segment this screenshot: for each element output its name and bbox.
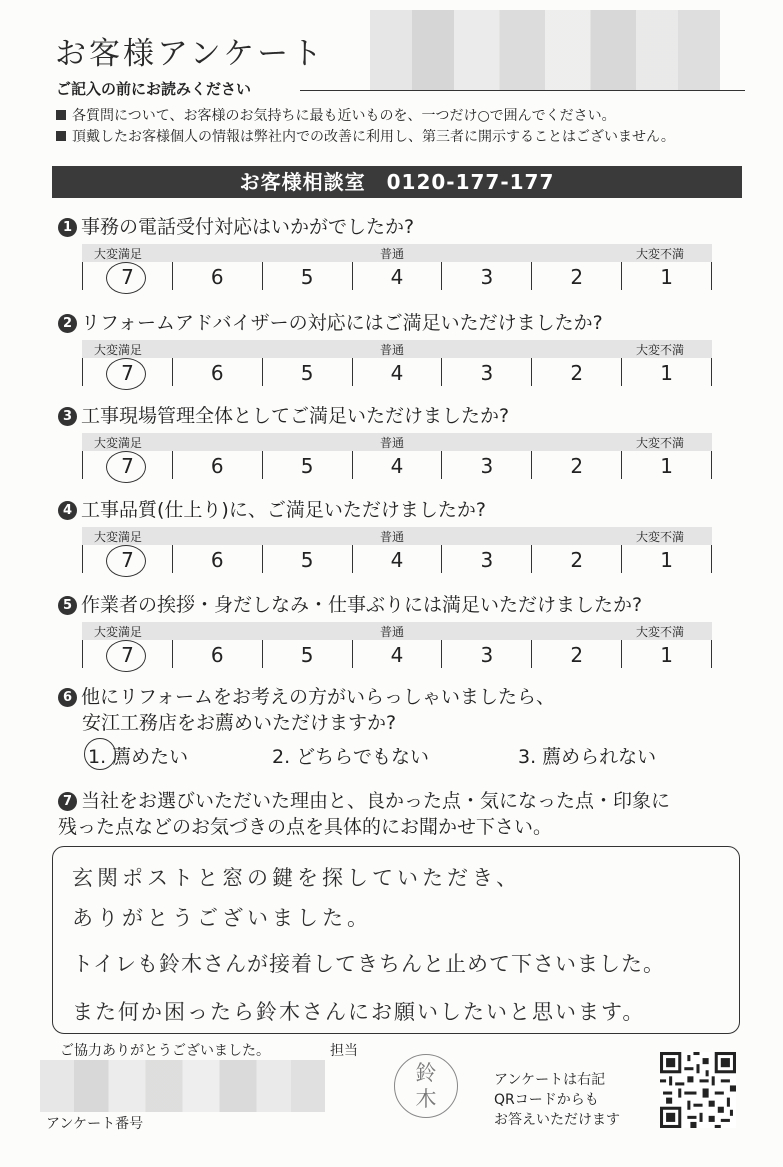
rating-value: 7: [121, 643, 134, 667]
seal-char-2: 木: [415, 1087, 437, 1111]
question-text: 作業者の挨拶・身だしなみ・仕事ぶりには満足いただけましたか?: [81, 594, 643, 616]
question-text: 当社をお選びいただいた理由と、良かった点・気になった点・印象に: [81, 790, 671, 812]
rating-value: 1: [660, 454, 673, 478]
rating-option[interactable]: [172, 451, 262, 479]
instruction-note: [56, 126, 675, 146]
rating-value: 7: [121, 548, 134, 572]
question-1: [58, 212, 414, 239]
scale-label-right: 大変不満: [636, 343, 685, 357]
scale-label-left: 大変満足: [94, 247, 143, 261]
q6-option-3[interactable]: 3. 薦められない: [518, 746, 657, 768]
scale-label-center: 普通: [380, 343, 405, 357]
staff-label: 担当: [330, 1043, 358, 1059]
rating-value: 7: [121, 454, 134, 478]
scale-label-right: 大変不満: [636, 530, 685, 544]
selected-circle: [106, 640, 146, 672]
question-number-badge: 2: [58, 314, 77, 333]
instructions-heading: ご記入の前にお読みください: [56, 80, 252, 98]
rating-option[interactable]: [82, 640, 172, 668]
question-number-badge: 4: [58, 501, 77, 520]
square-bullet-icon: [56, 110, 66, 120]
rating-option[interactable]: [82, 262, 172, 290]
question-text: 工事現場管理全体としてご満足いただけましたか?: [81, 405, 510, 427]
rating-option[interactable]: [441, 262, 531, 290]
staff-seal: [394, 1054, 458, 1118]
selected-circle: [106, 451, 146, 483]
rating-option[interactable]: [352, 358, 442, 386]
question-7: [58, 786, 670, 813]
question-number-badge: 3: [58, 407, 77, 426]
question-number-badge: 7: [58, 792, 77, 811]
question-text: 事務の電話受付対応はいかがでしたか?: [81, 216, 415, 238]
page-title: お客様アンケート: [55, 36, 326, 72]
rating-value: 2: [570, 361, 584, 385]
qr-note-line: お答えいただけます: [494, 1112, 620, 1128]
rating-option[interactable]: [172, 545, 262, 573]
rating-value: 2: [570, 454, 584, 478]
rating-value: 3: [480, 361, 494, 385]
comment-line: 玄関ポストと窓の鍵を探していただき、: [72, 866, 522, 890]
rating-option[interactable]: [621, 262, 712, 290]
rating-option[interactable]: [441, 640, 531, 668]
scale-label-left: 大変満足: [94, 436, 143, 450]
question-6-line2: 安江工務店をお薦めいただけますか?: [82, 712, 397, 734]
question-text: リフォームアドバイザーの対応にはご満足いただけましたか?: [81, 312, 603, 334]
scale-label-center: 普通: [380, 436, 405, 450]
comment-line: ありがとうございました。: [72, 906, 372, 930]
divider: [300, 90, 745, 91]
scale-options: [82, 545, 712, 573]
note-text: 各質問について、お客様のお気持ちに最も近いものを、一つだけ○で囲んでください。: [72, 108, 616, 124]
square-bullet-icon: [56, 131, 66, 141]
rating-value: 5: [300, 548, 314, 572]
instruction-note: [56, 105, 616, 125]
option-label: 1. 薦めたい: [88, 746, 189, 768]
rating-value: 5: [300, 454, 314, 478]
question-number-badge: 1: [58, 218, 77, 237]
question-5: [58, 590, 642, 617]
rating-option[interactable]: [82, 358, 172, 386]
question-number-badge: 6: [58, 688, 77, 707]
question-text: 他にリフォームをお考えの方がいらっしゃいましたら、: [81, 686, 556, 708]
rating-option[interactable]: [262, 358, 352, 386]
selected-circle: [106, 545, 146, 577]
question-2: [58, 308, 603, 335]
scale-options: [82, 358, 712, 386]
rating-option[interactable]: [262, 545, 352, 573]
scale-label-center: 普通: [380, 530, 405, 544]
qr-note-line: QRコードからも: [494, 1092, 599, 1108]
note-text: 頂戴したお客様個人の情報は弊社内での改善に利用し、第三者に開示することはございません。: [72, 129, 675, 145]
rating-option[interactable]: [172, 358, 262, 386]
rating-value: 3: [480, 265, 494, 289]
qr-note-line: アンケートは右記: [494, 1072, 606, 1088]
rating-option[interactable]: [172, 262, 262, 290]
rating-value: 4: [390, 643, 404, 667]
rating-value: 3: [480, 643, 494, 667]
scale-label-right: 大変不満: [636, 247, 685, 261]
rating-option[interactable]: [441, 451, 531, 479]
rating-value: 1: [660, 548, 673, 572]
rating-value: 6: [210, 361, 224, 385]
rating-value: 5: [300, 265, 314, 289]
rating-value: 4: [390, 454, 404, 478]
rating-value: 2: [570, 265, 584, 289]
q6-option-2[interactable]: 2. どちらでもない: [272, 746, 429, 768]
rating-value: 4: [390, 265, 404, 289]
rating-value: 6: [210, 454, 224, 478]
rating-value: 3: [480, 454, 494, 478]
scale-label-left: 大変満足: [94, 343, 143, 357]
rating-option[interactable]: [262, 640, 352, 668]
rating-value: 4: [390, 548, 404, 572]
rating-value: 5: [300, 361, 314, 385]
rating-option[interactable]: [441, 545, 531, 573]
scale-options: [82, 640, 712, 668]
rating-value: 7: [121, 265, 134, 289]
rating-value: 1: [660, 643, 673, 667]
rating-option[interactable]: [262, 451, 352, 479]
q6-option-1[interactable]: [88, 742, 188, 769]
rating-option[interactable]: [621, 640, 712, 668]
rating-value: 1: [660, 361, 673, 385]
rating-option[interactable]: [531, 640, 621, 668]
scale-options: [82, 451, 712, 479]
rating-option[interactable]: [621, 545, 712, 573]
rating-value: 2: [570, 643, 584, 667]
qr-note: [494, 1070, 620, 1130]
scale-label-center: 普通: [380, 247, 405, 261]
question-4: [58, 495, 486, 522]
rating-value: 6: [210, 643, 224, 667]
scale-label-right: 大変不満: [636, 625, 685, 639]
selected-circle: [106, 262, 146, 294]
selected-circle: [84, 738, 116, 770]
rating-value: 7: [121, 361, 134, 385]
rating-option[interactable]: [352, 545, 442, 573]
rating-option[interactable]: [82, 545, 172, 573]
contact-banner: お客様相談室 0120-177-177: [52, 166, 742, 198]
question-7-line2: 残った点などのお気づきの点を具体的にお聞かせ下さい。: [58, 816, 553, 838]
seal-char-1: 鈴: [415, 1061, 437, 1085]
scale-label-right: 大変不満: [636, 436, 685, 450]
rating-option[interactable]: [531, 358, 621, 386]
question-number-badge: 5: [58, 596, 77, 615]
question-6: [58, 682, 555, 709]
rating-option[interactable]: [531, 545, 621, 573]
redacted-block: [370, 10, 720, 90]
question-3: [58, 401, 509, 428]
rating-option[interactable]: [82, 451, 172, 479]
selected-circle: [106, 358, 146, 390]
rating-value: 6: [210, 548, 224, 572]
rating-option[interactable]: [262, 262, 352, 290]
scale-label-left: 大変満足: [94, 530, 143, 544]
scale-label-center: 普通: [380, 625, 405, 639]
thanks-text: ご協力ありがとうございました。: [60, 1043, 270, 1059]
rating-value: 3: [480, 548, 494, 572]
question-text: 工事品質(仕上り)に、ご満足いただけましたか?: [81, 499, 486, 521]
rating-value: 6: [210, 265, 224, 289]
rating-option[interactable]: [621, 358, 712, 386]
rating-option[interactable]: [531, 451, 621, 479]
rating-option[interactable]: [352, 451, 442, 479]
survey-number-label: アンケート番号: [46, 1116, 144, 1132]
scale-label-left: 大変満足: [94, 625, 143, 639]
comment-line: トイレも鈴木さんが接着してきちんと止めて下さいました。: [72, 952, 665, 976]
rating-option[interactable]: [352, 640, 442, 668]
rating-option[interactable]: [531, 262, 621, 290]
scale-options: [82, 262, 712, 290]
redacted-block: [40, 1060, 325, 1112]
rating-value: 1: [660, 265, 673, 289]
comment-line: また何か困ったら鈴木さんにお願いしたいと思います。: [72, 1000, 646, 1024]
rating-value: 2: [570, 548, 584, 572]
rating-option[interactable]: [621, 451, 712, 479]
rating-option[interactable]: [172, 640, 262, 668]
rating-value: 5: [300, 643, 314, 667]
rating-option[interactable]: [352, 262, 442, 290]
rating-option[interactable]: [441, 358, 531, 386]
rating-value: 4: [390, 361, 404, 385]
qr-code-icon[interactable]: [660, 1052, 736, 1128]
